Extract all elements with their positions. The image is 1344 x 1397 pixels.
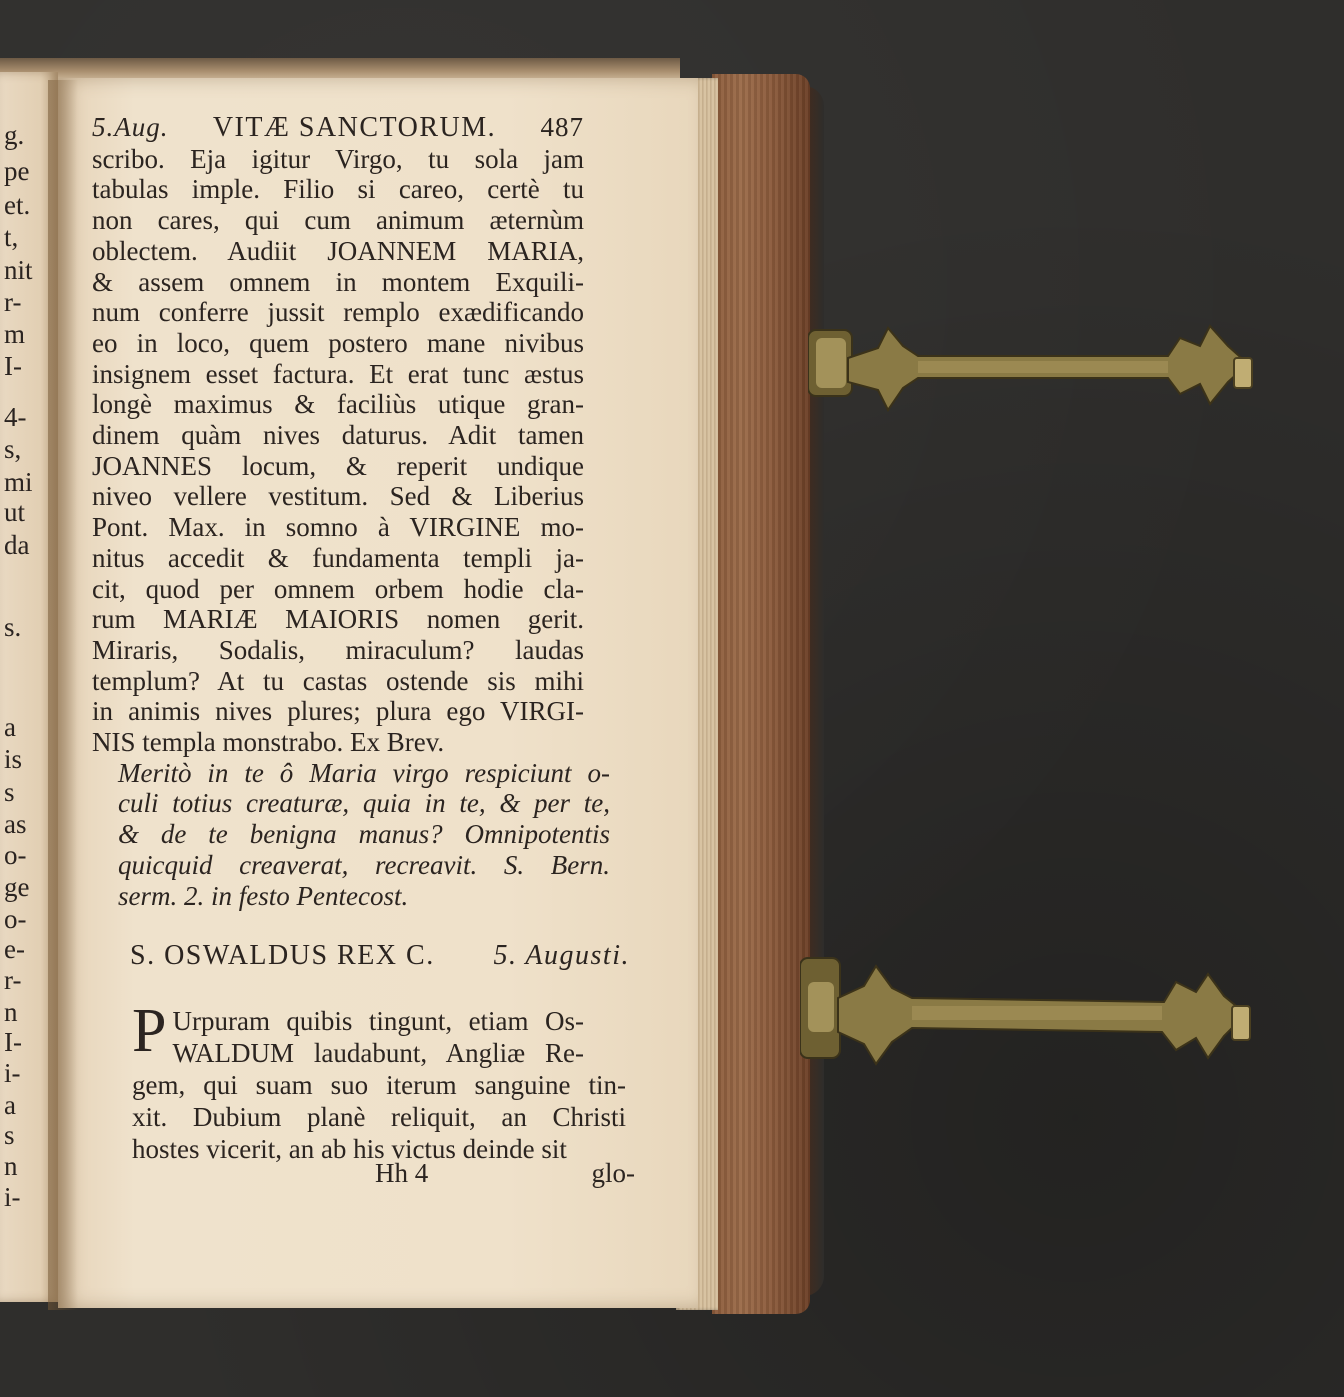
left-page-fragment: da	[4, 530, 30, 560]
section-line: Urpuram quibis tingunt, etiam Os-	[172, 1006, 584, 1036]
running-title: VITÆ SANCTORUM.	[212, 112, 497, 143]
left-page-fragment: I-	[4, 351, 22, 381]
left-page-fragment: is	[4, 744, 23, 774]
running-header	[92, 112, 584, 144]
catchword: glo-	[591, 1158, 635, 1188]
text-line: insignem esset factura. Et erat tunc æstus	[92, 358, 584, 389]
left-page-fragment: r-	[4, 965, 22, 995]
text-line: JOANNES locum, & reperit undique	[92, 450, 584, 481]
left-page-fragment: ut	[4, 497, 26, 527]
left-page-fragment: a	[4, 712, 16, 742]
text-line: & assem omnem in montem Exquili-	[92, 266, 584, 297]
left-page-fragment: as	[4, 809, 27, 839]
left-page-fragment: ge	[4, 872, 30, 902]
book-cover-edge	[712, 74, 810, 1314]
text-line: Miraris, Sodalis, miraculum? laudas	[92, 634, 584, 665]
left-page-fragment: n	[4, 997, 18, 1027]
left-page-fragment: s	[4, 1120, 15, 1150]
text-line: niveo vellere vestitum. Sed & Liberius	[92, 481, 584, 512]
text-line: in animis nives plures; plura ego VIRGI-	[92, 696, 584, 727]
upper-clasp-icon	[808, 318, 1258, 422]
top-page-edge	[0, 58, 680, 80]
drop-cap: P	[132, 997, 167, 1065]
left-page-fragment: o-	[4, 904, 27, 934]
signature-mark: Hh 4	[375, 1158, 429, 1188]
text-line: cit, quod per omnem orbem hodie cla-	[92, 573, 584, 604]
text-line: nitus accedit & fundamenta templi ja-	[92, 542, 584, 573]
left-page-fragment: s,	[4, 434, 22, 464]
left-page-fragment: i-	[4, 1058, 21, 1088]
text-line: scribo. Eja igitur Virgo, tu sola jam	[92, 143, 584, 174]
left-page-fragment: t,	[4, 222, 19, 252]
left-page-fragment: g.	[4, 120, 25, 150]
text-line: Pont. Max. in somno à VIRGINE mo-	[92, 512, 584, 543]
text-line: templum? At tu castas ostende sis mihi	[92, 665, 584, 696]
section-heading	[130, 940, 630, 972]
quote-line: serm. 2. in festo Pentecost.	[118, 880, 409, 911]
left-page-fragment: mi	[4, 467, 33, 497]
text-line: rum MARIÆ MAIORIS nomen gerit.	[92, 604, 584, 635]
page-footer	[375, 1158, 635, 1189]
left-page-fragment: I-	[4, 1027, 22, 1057]
quote-line: & de te benigna manus? Omnipotentis	[118, 819, 610, 850]
section-date: 5. Augusti.	[493, 940, 630, 971]
page-number: 487	[540, 112, 584, 142]
header-date: 5.Aug.	[92, 112, 169, 142]
left-page-fragment: s	[4, 777, 15, 807]
quote-line: quicquid creaverat, recreavit. S. Bern.	[118, 849, 610, 880]
left-page-fragment: pe	[4, 156, 30, 186]
left-page-fragment: r-	[4, 287, 22, 317]
left-page-fragment: e-	[4, 934, 25, 964]
text-line: tabulas imple. Filio si careo, certè tu	[92, 174, 584, 205]
quote-paragraph	[118, 758, 632, 912]
quote-line: culi totius creaturæ, quia in te, & per te,	[118, 788, 610, 819]
text-line: NIS templa monstrabo. Ex Brev.	[92, 727, 445, 758]
section-paragraph	[132, 997, 626, 1165]
main-text-block	[92, 112, 632, 911]
text-line: oblectem. Audiit JOANNEM MARIA,	[92, 235, 584, 266]
left-page-fragment: m	[4, 319, 26, 349]
text-line: longè maximus & faciliùs utique gran-	[92, 389, 584, 420]
left-page-fragment: a	[4, 1090, 16, 1120]
left-page-fragment: et.	[4, 190, 31, 220]
left-page-fragment: 4-	[4, 402, 27, 432]
text-line: non cares, qui cum animum æternùm	[92, 205, 584, 236]
text-line: eo in loco, quem postero mane nivibus	[92, 327, 584, 358]
section-line: xit. Dubium planè reliquit, an Christi	[132, 1102, 626, 1132]
text-line: num conferre jussit remplo exædificando	[92, 297, 584, 328]
section-line: gem, qui suam suo iterum sanguine tin-	[132, 1070, 626, 1100]
left-page-fragment: i-	[4, 1182, 21, 1212]
quote-line: Meritò in te ô Maria virgo respiciunt o-	[118, 757, 610, 788]
gutter-shadow	[48, 80, 78, 1310]
left-page-fragment: n	[4, 1151, 18, 1181]
lower-clasp-icon	[800, 952, 1256, 1080]
main-paragraph	[92, 144, 632, 758]
left-page-fragment: s.	[4, 612, 22, 642]
text-line: dinem quàm nives daturus. Adit tamen	[92, 420, 584, 451]
left-page-fragment: o-	[4, 840, 27, 870]
left-page-fragment: nit	[4, 255, 33, 285]
section-line: WALDUM laudabunt, Angliæ Re-	[172, 1038, 584, 1068]
section-line: hostes vicerit, an ab his victus deinde sit	[132, 1134, 567, 1164]
section-title: S. OSWALDUS REX C.	[130, 940, 435, 971]
